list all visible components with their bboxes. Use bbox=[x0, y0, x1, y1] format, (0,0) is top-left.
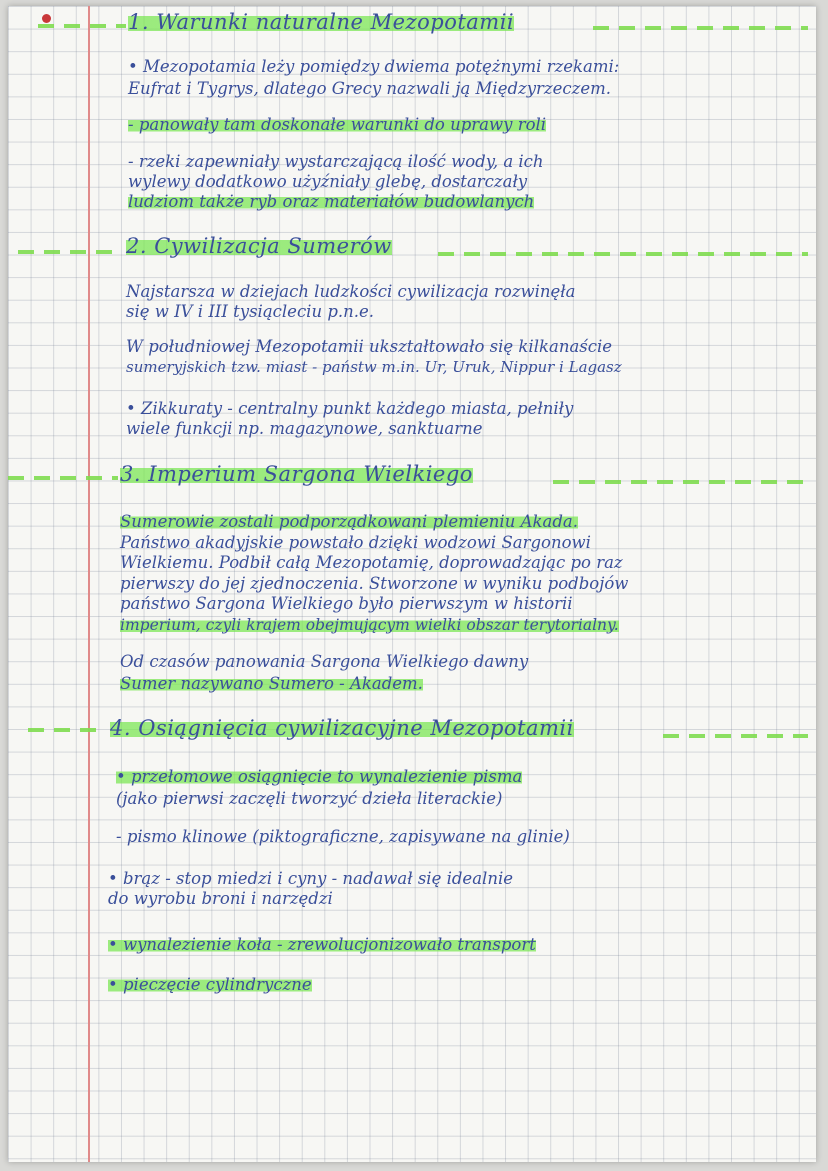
section-2-line-6: wiele funkcji np. magazynowe, sanktuarne bbox=[126, 419, 483, 438]
heading-dash-left bbox=[18, 250, 122, 254]
margin-line bbox=[88, 6, 90, 1162]
section-4-line-6: • wynalezienie koła - zrewolucjonizowało transport bbox=[108, 935, 536, 954]
section-3-line-3: Wielkiemu. Podbił całą Mezopotamię, doprowadzając po raz bbox=[120, 553, 623, 572]
section-2-line-1: Najstarsza w dziejach ludzkości cywilizacja rozwinęła bbox=[126, 282, 576, 301]
section-4-line-2: (jako pierwsi zaczęli tworzyć dzieła literackie) bbox=[116, 789, 503, 808]
section-2-heading: 2. Cywilizacja Sumerów bbox=[126, 234, 392, 258]
section-3-line-7: Od czasów panowania Sargona Wielkiego dawny bbox=[120, 652, 529, 671]
section-2-line-4: sumeryjskich tzw. miast - państw m.in. Ur, Uruk, Nippur i Lagasz bbox=[126, 358, 622, 376]
heading-dash-left bbox=[8, 476, 118, 480]
section-4-line-4: • brąz - stop miedzi i cyny - nadawał się idealnie bbox=[108, 869, 513, 888]
section-4-line-3: - pismo klinowe (piktograficzne, zapisywane na glinie) bbox=[116, 827, 570, 846]
heading-dash-right bbox=[663, 734, 808, 738]
heading-dash-left bbox=[38, 24, 126, 28]
section-1-line-3: - panowały tam doskonałe warunki do uprawy roli bbox=[128, 115, 547, 134]
section-1-line-4: - rzeki zapewniały wystarczającą ilość wody, a ich bbox=[128, 152, 544, 171]
section-3-line-4: pierwszy do jej zjednoczenia. Stworzone w wyniku podbojów bbox=[120, 574, 629, 593]
section-3-line-5: państwo Sargona Wielkiego było pierwszym w historii bbox=[120, 594, 573, 613]
section-4-line-1: • przełomowe osiągnięcie to wynalezienie pisma bbox=[116, 767, 523, 786]
section-2-line-3: W południowej Mezopotamii ukształtowało się kilkanaście bbox=[126, 337, 613, 356]
section-2-line-5: • Zikkuraty - centralny punkt każdego miasta, pełniły bbox=[126, 399, 574, 418]
heading-dash-right bbox=[593, 26, 808, 30]
section-3-line-6: imperium, czyli krajem obejmującym wielki obszar terytorialny. bbox=[120, 616, 619, 634]
page-mark bbox=[42, 14, 51, 23]
section-3-line-8: Sumer nazywano Sumero - Akadem. bbox=[120, 674, 423, 693]
section-4-line-7: • pieczęcie cylindryczne bbox=[108, 975, 312, 994]
section-2-line-2: się w IV i III tysiącleciu p.n.e. bbox=[126, 302, 375, 321]
section-1-line-1: • Mezopotamia leży pomiędzy dwiema potężnymi rzekami: bbox=[128, 57, 620, 76]
section-3-heading: 3. Imperium Sargona Wielkiego bbox=[120, 462, 473, 486]
section-4-line-5: do wyrobu broni i narzędzi bbox=[108, 889, 333, 908]
section-3-line-2: Państwo akadyjskie powstało dzięki wodzowi Sargonowi bbox=[120, 533, 591, 552]
section-1-line-5: wylewy dodatkowo użyźniały glebę, dostarczały bbox=[128, 172, 528, 191]
section-1-line-2: Eufrat i Tygrys, dlatego Grecy nazwali ją Międzyrzeczem. bbox=[128, 79, 611, 98]
section-1-heading: 1. Warunki naturalne Mezopotamii bbox=[128, 10, 515, 34]
notebook-page bbox=[8, 6, 816, 1162]
heading-dash-right bbox=[553, 480, 808, 484]
section-3-line-1: Sumerowie zostali podporządkowani plemieniu Akada. bbox=[120, 512, 578, 531]
heading-dash-right bbox=[438, 252, 808, 256]
section-1-line-6: ludziom także ryb oraz materiałów budowlanych bbox=[128, 192, 535, 211]
section-4-heading: 4. Osiągnięcia cywilizacyjne Mezopotamii bbox=[110, 716, 574, 740]
heading-dash-left bbox=[28, 728, 98, 732]
